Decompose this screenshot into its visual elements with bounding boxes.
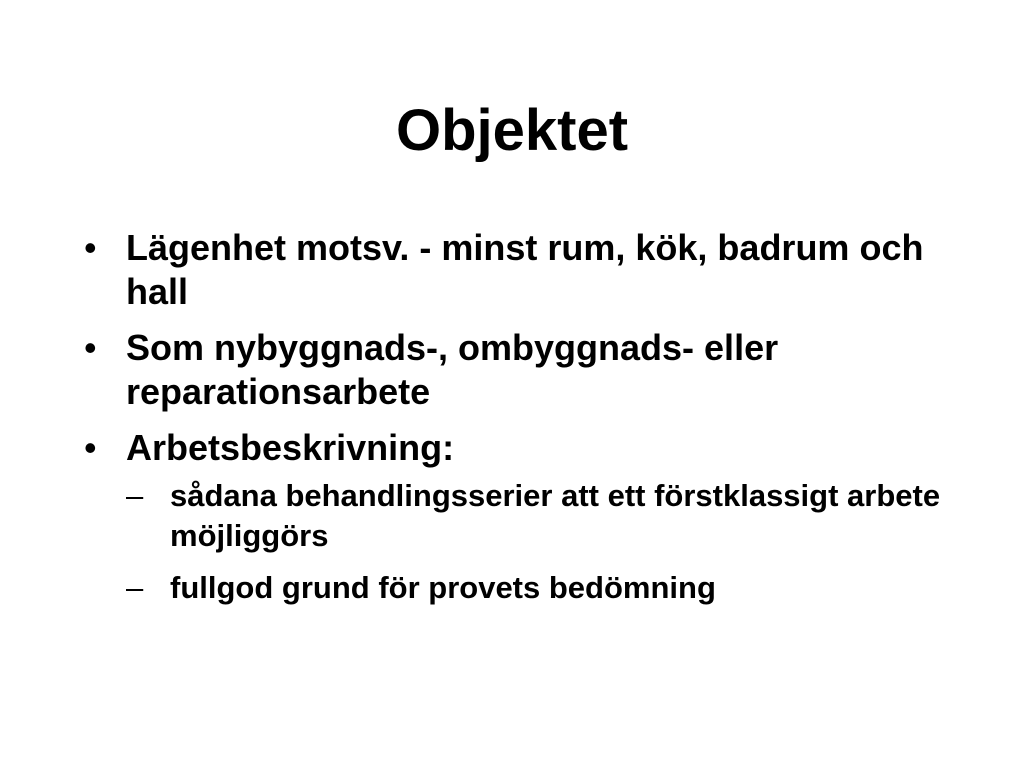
sub-bullet-list bbox=[126, 476, 960, 608]
bullet-item bbox=[80, 226, 960, 314]
dash-marker: – bbox=[126, 570, 144, 605]
dash-marker: – bbox=[126, 478, 144, 513]
slide-title: Objektet bbox=[395, 98, 629, 163]
bullet-item bbox=[80, 326, 960, 414]
sub-bullet-text: fullgod grund för provets bedömning bbox=[170, 570, 716, 605]
bullet-marker: • bbox=[84, 427, 97, 468]
bullet-text: Lägenhet motsv. - minst rum, kök, badrum och hall bbox=[126, 227, 924, 312]
bullet-marker: • bbox=[84, 327, 97, 368]
bullet-text: Arbetsbeskrivning: bbox=[126, 427, 455, 468]
bullet-list bbox=[80, 226, 960, 620]
bullet-marker: • bbox=[84, 227, 97, 268]
bullet-item bbox=[80, 426, 960, 608]
sub-bullet-item bbox=[126, 568, 960, 608]
bullet-text: Som nybyggnads-, ombyggnads- eller reparationsarbete bbox=[126, 327, 779, 412]
sub-bullet-item bbox=[126, 476, 960, 556]
sub-bullet-text: sådana behandlingsserier att ett förstklassigt arbete möjliggörs bbox=[170, 478, 941, 553]
